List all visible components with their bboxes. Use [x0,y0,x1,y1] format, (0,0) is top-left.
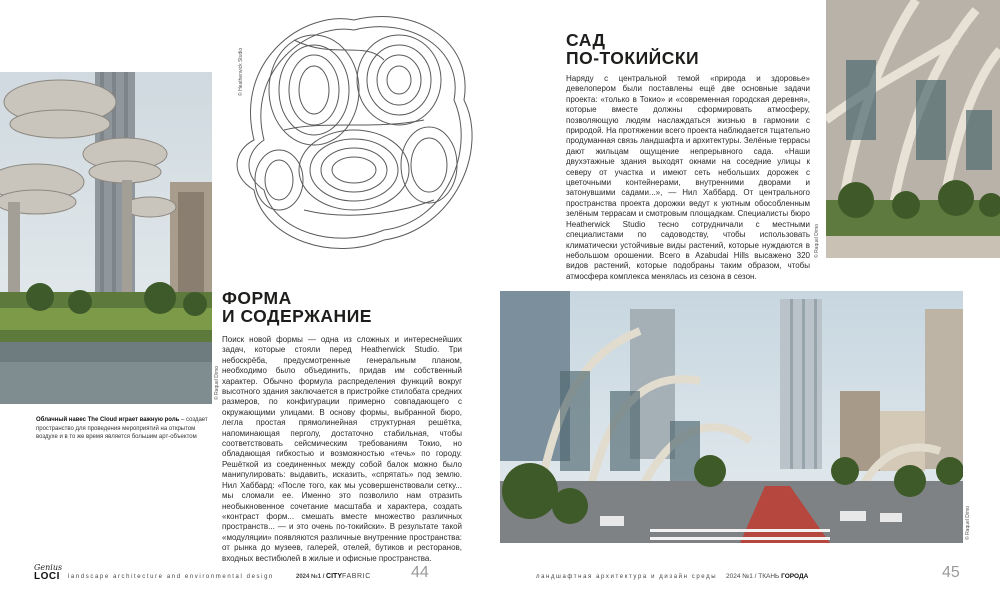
right-heading-line1: САД [566,30,606,50]
footer-left-text: landscape architecture and environmental design [68,574,274,580]
footer-right-city: ГОРОДА [781,573,809,580]
photo-credit: © Raquel Dimo [214,366,220,400]
page-number-left: 44 [411,564,429,581]
pattern-credit: © Heatherwick Studio [238,47,244,96]
right-body-text: Наряду с центральной темой «природа и здоровье» девелопером были поставлены ещё две основные задачи проекта: «только в Токио» и «современная городская деревня», которые вместе должны сформировать атмосферу, позволяющую людям наслаждаться жизнью в гармонии с природой. На протяжении всего проекта наблюдается тщательно продуманная связь ландшафта и архитектуры. Зелёные террасы дают жильцам ощущение непрерывного сада. «Наши двухэтажные здания выходят окнами на соседние улицы к северу от участка и имеют сеть небольших дорожек с цветочными контейнерами, внутренними дворами и затонувшими садами...», — Нил Хаббард. От центрального пространства проекта дорожки ведут к уютным обособленным зелёным террасам и смотровым площадкам. Специалисты бюро Heatherwick Studio тесно сотрудничали с местными специалистами по садоводству, чтобы использовать климатически устойчивые виды растений, которые нуждаются в небольшом орошении. Всего в Azabudai Hills высажено 320 видов растений, которые подобраны таким образом, чтобы атмосфера комплекса менялась из сезона в сезон. [566,74,810,281]
left-body-text: Поиск новой формы — одна из сложных и интереснейших задач, которые стояли перед Heatherwick Studio. Три небоскрёба, предусмотренные генеральным планом, необходимо было объединить, придав им собственный характер. Обычно формула распределения функций вокруг высотного здания заключается в пристройке стилобата средних размеров, по конфигурации примерно совпадающего с окружающими улицами. В основу формы, выбранной бюро, легла простая прямолинейная структурная решётка, напоминающая перголу, достаточно стабильная, чтобы соответствовать сейсмическим требованиям Токио, но обладающая гибкостью и возможностью «течь» по городу. Решёткой из соединенных между собой балок можно было манипулировать: выдавить, исказить, «спрятать» под землю. Нил Хаббард: «После того, как мы усовершенствовали сетку... мы сломали ее. Именно это позволило нам отразить необыкновенное сочетание масштаба и характера, создать «контраст форм... смешать вместе множество различных пространств... — и это очень по-токийски». В результате такой «модуляции» появляются различные внутренние пространства: от рынка до музеев, галерей, отелей, бутиков и ресторанов, входных вестибюлей в жилые и офисные пространства. [222,335,462,563]
caption-bold: Облачный навес The Cloud играет важную роль [36,417,180,423]
footer-left-issue-number: 2024 №1 / [296,574,325,580]
heatherwick-pattern-drawing [224,0,490,262]
caption-rest: – создает пространство для проведения мероприятий на открытом воздухе и в то же время является большим арт-объектом [36,417,208,441]
logo-top: Genius [34,563,63,572]
street-photo [500,291,963,543]
photo-caption [36,416,212,442]
right-heading-line2: ПО-ТОКИЙСКИ [566,47,700,68]
arches-photo [826,0,1000,258]
footer-right-issue-number: 2024 №1 / ТКАНЬ [726,573,780,580]
left-heading-line2: И СОДЕРЖАНИЕ [222,305,372,326]
logo-bottom: LOCI [34,571,60,582]
footer-right-issue [726,573,808,580]
street-photo-credit: © Raquel Dimo [965,506,971,540]
left-heading [222,290,372,325]
footer-left-city: CITY [326,573,342,580]
right-heading [566,32,699,67]
page-number-right: 45 [942,564,960,581]
arches-photo-credit: © Raquel Dimo [814,224,820,258]
footer-left-fabric: FABRIC [342,573,371,580]
footer-left-issue [296,573,371,580]
cloud-canopy-photo [0,72,212,404]
left-heading-line1: ФОРМА [222,288,292,308]
footer-right-text: ландшафтная архитектура и дизайн среды [536,574,718,580]
